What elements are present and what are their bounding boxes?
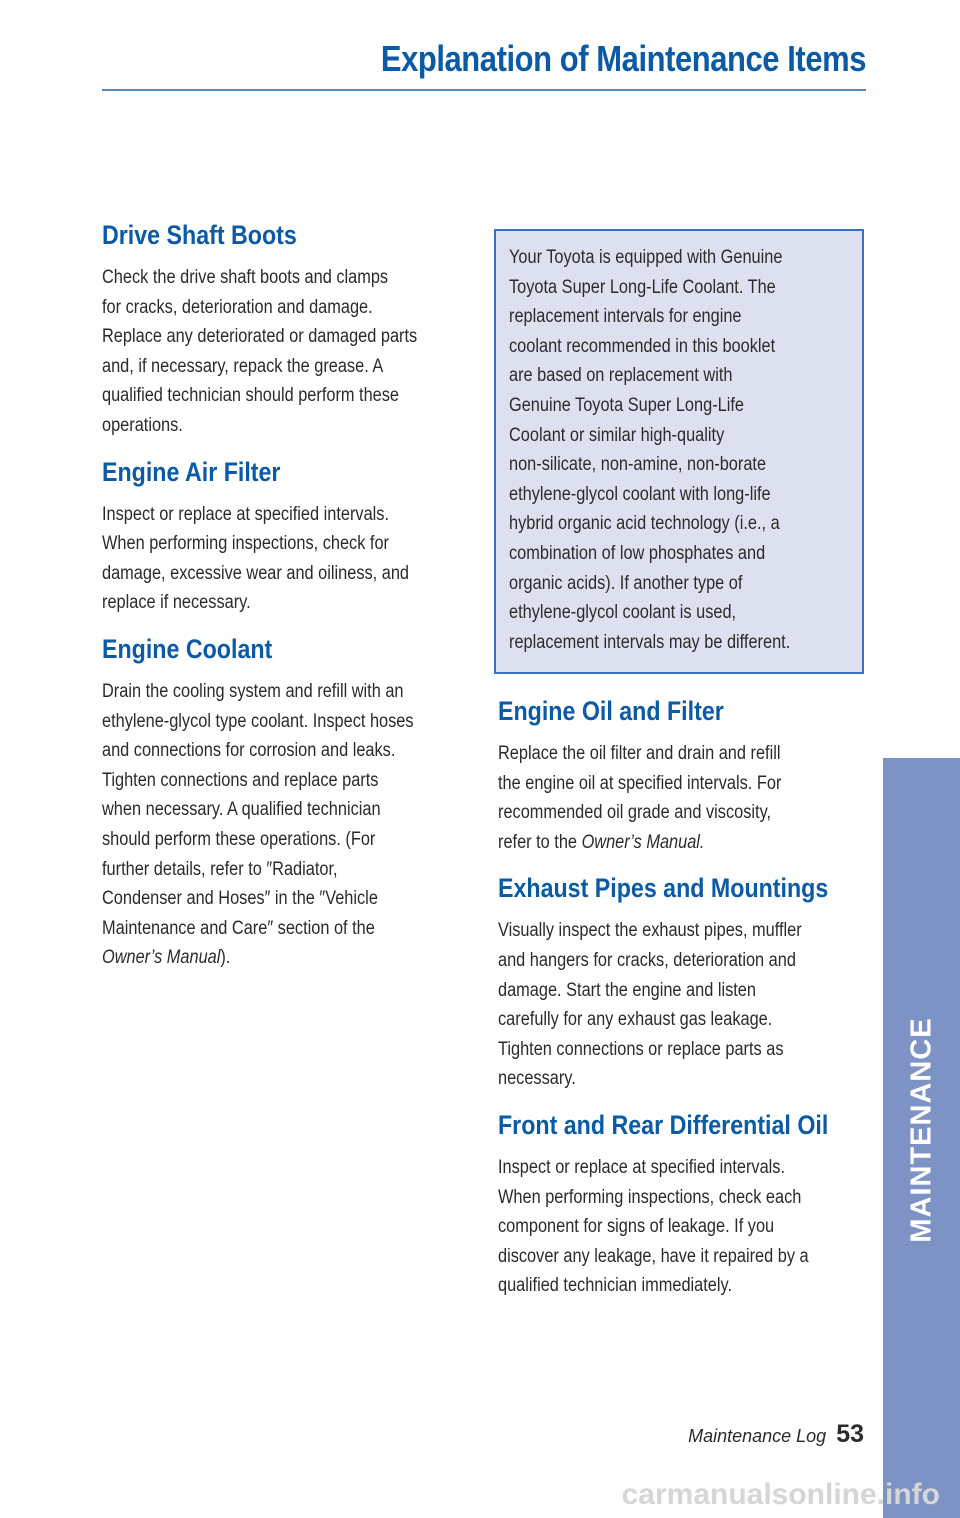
body-line: Inspect or replace at specified intervals. — [498, 1156, 786, 1178]
body-line: recommended oil grade and viscosity, — [498, 802, 772, 824]
body-line: When performing inspections, check for — [102, 533, 389, 555]
manual-reference: Owner’s Manual — [102, 947, 221, 969]
section-body — [498, 916, 868, 1094]
body-line: Replace any deteriorated or damaged parts — [102, 326, 418, 348]
coolant-callout-box — [494, 229, 864, 674]
callout-line: hybrid organic acid technology (i.e., a — [509, 513, 780, 535]
callout-line: organic acids). If another type of — [509, 572, 743, 594]
body-line: should perform these operations. (For — [102, 828, 376, 850]
callout-line: Genuine Toyota Super Long-Life — [509, 394, 744, 416]
body-line: Tighten connections or replace parts as — [498, 1038, 784, 1060]
section-heading: Front and Rear Differential Oil — [498, 1109, 829, 1140]
callout-line: Toyota Super Long-Life Coolant. The — [509, 276, 776, 298]
manual-reference: Owner’s Manual. — [581, 831, 705, 853]
body-line: and connections for corrosion and leaks. — [102, 740, 396, 762]
callout-line: ethylene-glycol coolant is used, — [509, 602, 737, 624]
section-body — [498, 739, 868, 857]
body-line: Check the drive shaft boots and clamps — [102, 267, 389, 288]
body-line: ethylene-glycol type coolant. Inspect hoses — [102, 710, 414, 732]
section-engine-air-filter — [102, 457, 470, 618]
section-body — [498, 1153, 868, 1301]
callout-line: coolant recommended in this booklet — [509, 335, 776, 357]
body-line: Maintenance and Care″ section of the — [102, 917, 375, 939]
section-body — [102, 500, 472, 618]
body-line: and hangers for cracks, deterioration and — [498, 949, 796, 971]
left-column — [102, 220, 470, 989]
callout-line: Your Toyota is equipped with Genuine — [509, 247, 783, 268]
section-differential-oil — [498, 1110, 866, 1301]
callout-line: Coolant or similar high-quality — [509, 424, 725, 446]
body-line: when necessary. A qualified technician — [102, 799, 381, 821]
body-line: necessary. — [498, 1068, 576, 1090]
body-line: Replace the oil filter and drain and refill — [498, 743, 781, 764]
body-line: further details, refer to ″Radiator, — [102, 858, 338, 880]
page-title: Explanation of Maintenance Items — [380, 38, 866, 79]
manual-reference-suffix: ). — [220, 947, 231, 969]
section-drive-shaft-boots — [102, 220, 470, 441]
section-heading: Engine Coolant — [102, 633, 273, 664]
callout-line: replacement intervals may be different. — [509, 631, 791, 653]
body-line: component for signs of leakage. If you — [498, 1216, 775, 1238]
body-line: operations. — [102, 414, 183, 436]
title-divider — [102, 89, 866, 91]
section-heading: Engine Oil and Filter — [498, 696, 724, 726]
section-side-tab — [883, 758, 960, 1518]
body-line: Tighten connections and replace parts — [102, 769, 379, 791]
body-line: replace if necessary. — [102, 592, 251, 614]
body-line: Condenser and Hoses″ in the ″Vehicle — [102, 888, 378, 910]
callout-line: non-silicate, non-amine, non-borate — [509, 454, 767, 476]
watermark: carmanualsonline.info — [621, 1478, 940, 1511]
body-line: qualified technician should perform these — [102, 385, 400, 407]
callout-text — [509, 243, 853, 657]
callout-line: replacement intervals for engine — [509, 306, 742, 328]
section-body — [102, 677, 472, 973]
body-line: Visually inspect the exhaust pipes, muffler — [498, 920, 802, 942]
callout-line: are based on replacement with — [509, 365, 733, 387]
body-line: When performing inspections, check each — [498, 1186, 802, 1208]
side-tab-label: MAINTENANCE — [905, 1017, 937, 1243]
right-column — [498, 696, 866, 1317]
body-line: for cracks, deterioration and damage. — [102, 296, 373, 318]
body-line: and, if necessary, repack the grease. A — [102, 355, 384, 377]
section-exhaust-pipes — [498, 873, 866, 1094]
body-line: damage, excessive wear and oiliness, and — [102, 562, 410, 584]
callout-line: combination of low phosphates and — [509, 542, 766, 564]
body-line: discover any leakage, have it repaired by a — [498, 1245, 809, 1267]
section-heading: Engine Air Filter — [102, 456, 281, 487]
callout-line: ethylene-glycol coolant with long-life — [509, 483, 771, 505]
section-heading: Exhaust Pipes and Mountings — [498, 873, 829, 904]
section-heading: Drive Shaft Boots — [102, 220, 297, 250]
body-line: Inspect or replace at specified intervals. — [102, 503, 390, 525]
section-body — [102, 263, 472, 441]
page-footer — [600, 1420, 864, 1449]
body-line: qualified technician immediately. — [498, 1275, 733, 1297]
body-line: Drain the cooling system and refill with an — [102, 680, 404, 702]
body-line: carefully for any exhaust gas leakage. — [498, 1009, 773, 1031]
section-engine-oil-and-filter — [498, 696, 866, 857]
footer-label: Maintenance Log — [688, 1426, 827, 1446]
body-line: damage. Start the engine and listen — [498, 979, 756, 1001]
body-line: the engine oil at specified intervals. For — [498, 772, 782, 794]
page-number: 53 — [836, 1420, 864, 1448]
body-line: refer to the — [498, 831, 582, 853]
section-engine-coolant — [102, 634, 470, 973]
